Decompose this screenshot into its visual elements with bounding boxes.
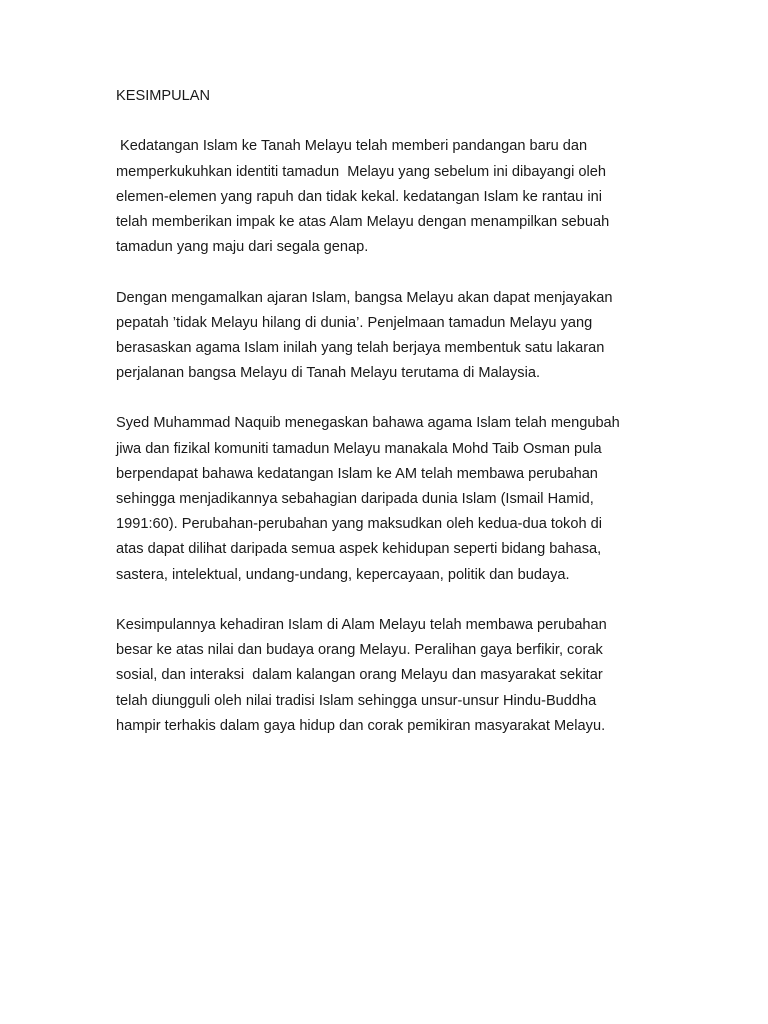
- paragraph-3: [116, 411, 656, 587]
- paragraph-line: sosial, dan interaksi dalam kalangan orang Melayu dan masyarakat sekitar: [116, 667, 603, 684]
- paragraph-line: elemen-elemen yang rapuh dan tidak kekal. kedatangan Islam ke rantau ini: [116, 188, 602, 205]
- document-heading: KESIMPULAN: [116, 88, 211, 104]
- paragraph-line: sastera, intelektual, undang-undang, kepercayaan, politik dan budaya.: [116, 566, 570, 583]
- paragraph-line: sehingga menjadikannya sebahagian daripada dunia Islam (Ismail Hamid,: [116, 491, 594, 507]
- paragraph-line: besar ke atas nilai dan budaya orang Melayu. Peralihan gaya berfikir, corak: [116, 642, 603, 659]
- paragraph-2: [116, 286, 656, 387]
- paragraph-line: jiwa dan fizikal komuniti tamadun Melayu manakala Mohd Taib Osman pula: [116, 440, 602, 457]
- paragraph-line: berpendapat bahawa kedatangan Islam ke AM telah membawa perubahan: [116, 465, 598, 482]
- paragraph-line: memperkukuhkan identiti tamadun Melayu yang sebelum ini dibayangi oleh: [116, 163, 606, 180]
- paragraph-line: pepatah ’tidak Melayu hilang di dunia’. Penjelmaan tamadun Melayu yang: [116, 314, 593, 331]
- paragraph-line: berasaskan agama Islam inilah yang telah berjaya membentuk satu lakaran: [116, 339, 605, 356]
- document-body: [116, 84, 656, 739]
- paragraph-line: 1991:60). Perubahan-perubahan yang maksudkan oleh kedua-dua tokoh di: [116, 516, 603, 533]
- paragraph-line: Kesimpulannya kehadiran Islam di Alam Melayu telah membawa perubahan: [116, 616, 607, 633]
- paragraph-line: Dengan mengamalkan ajaran Islam, bangsa Melayu akan dapat menjayakan: [116, 289, 613, 306]
- paragraph-line: telah memberikan impak ke atas Alam Melayu dengan menampilkan sebuah: [116, 213, 610, 230]
- paragraph-line: Syed Muhammad Naquib menegaskan bahawa agama Islam telah mengubah: [116, 415, 620, 432]
- paragraph-line: atas dapat dilihat daripada semua aspek kehidupan seperti bidang bahasa,: [116, 541, 602, 558]
- paragraph-line: telah diungguli oleh nilai tradisi Islam sehingga unsur-unsur Hindu-Buddha: [116, 692, 597, 709]
- paragraph-line: perjalanan bangsa Melayu di Tanah Melayu terutama di Malaysia.: [116, 365, 541, 382]
- paragraph-line: hampir terhakis dalam gaya hidup dan corak pemikiran masyarakat Melayu.: [116, 717, 606, 734]
- paragraph-line: Kedatangan Islam ke Tanah Melayu telah memberi pandangan baru dan: [116, 138, 588, 155]
- paragraph-1: [116, 134, 656, 260]
- paragraph-4: [116, 613, 656, 739]
- paragraph-line: tamadun yang maju dari segala genap.: [116, 239, 369, 256]
